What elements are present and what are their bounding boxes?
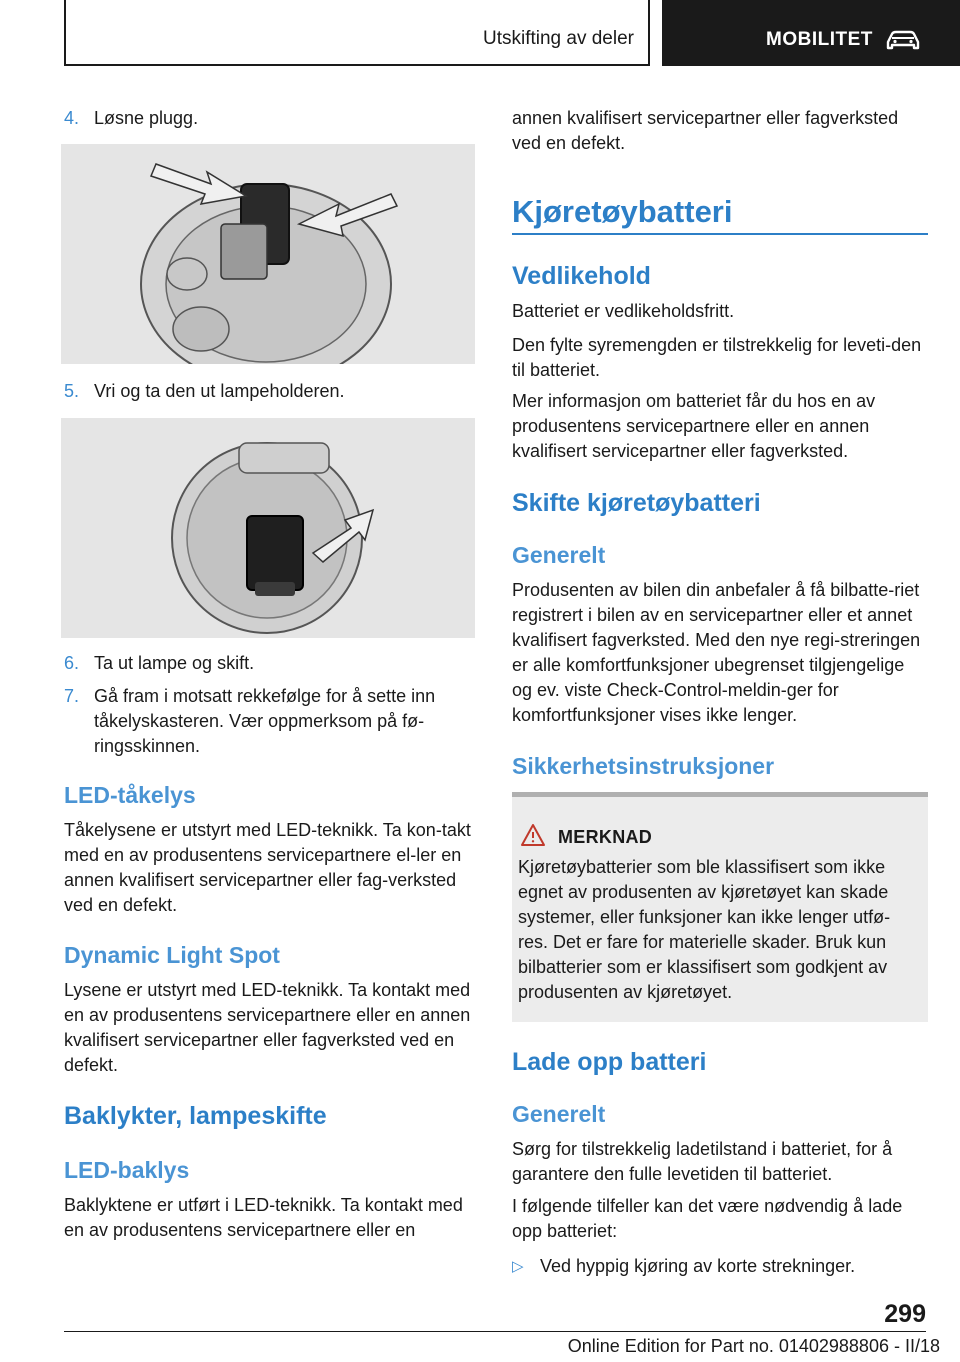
charge-p1: Sørg for tilstrekkelig ladetilstand i batteriet, for å garantere den fulle levetiden til batteriet. — [512, 1139, 893, 1184]
warning-icon — [520, 823, 546, 847]
footer-divider — [64, 1331, 926, 1332]
section-tab — [64, 0, 650, 66]
step-text: Løsne plugg. — [94, 108, 199, 128]
step-number: 6. — [64, 653, 80, 673]
car-icon — [884, 28, 922, 52]
figure-unplug-connector — [61, 144, 475, 364]
maint-p1: Batteriet er vedlikeholdsfritt. — [512, 301, 735, 321]
bullet-text: Ved hyppig kjøring av korte strekninger. — [540, 1256, 856, 1276]
rear-text: Baklyktene er utført i LED-teknikk. Ta kontakt med en av produsentens servicepartnere eller en — [64, 1195, 463, 1240]
heading-battery: Kjøretøybatteri — [512, 194, 733, 229]
chapter-title: MOBILITET — [766, 29, 873, 50]
page-header — [0, 0, 960, 66]
heading-maintenance: Vedlikehold — [512, 262, 651, 290]
dynamic-text: Lysene er utstyrt med LED-teknikk. Ta kontakt med en av produsentens servicepartnere eller en annen kvalifisert servicepartner eller fagverksted ved en defekt. — [64, 980, 471, 1075]
chapter-tab — [662, 0, 960, 66]
step-text: Ta ut lampe og skift. — [94, 653, 255, 673]
heading-replace-battery: Skifte kjøretøybatteri — [512, 489, 761, 517]
triangle-bullet-icon: ▷ — [512, 1258, 524, 1275]
step-number: 5. — [64, 381, 80, 401]
page-number: 299 — [884, 1300, 926, 1328]
notice-title: MERKNAD — [558, 827, 653, 847]
section-title: Utskifting av deler — [482, 28, 634, 49]
charge-p2: I følgende tilfeller kan det være nødvendig å lade opp batteriet: — [512, 1196, 903, 1241]
heading-general-charge: Generelt — [512, 1101, 606, 1127]
edition-text: Online Edition for Part no. 01402988806 - II/18 — [567, 1336, 940, 1356]
figure-remove-holder — [61, 418, 475, 638]
maint-p3: Mer informasjon om batteriet får du hos en av produsentens servicepartnere eller en annen kvalifisert servicepartner eller fagverksted. — [512, 391, 876, 461]
unplug-illustration — [61, 144, 475, 364]
notice-text: Kjøretøybatterier som ble klassifisert som ikke egnet av produsenten av kjøretøyet kan skade systemer, eller funksjoner kan ikke lenger utfø-res. Det er fare for materielle skader. Bruk kun bilbatterier som er klassifisert som godkjent av produsenten av kjøretøyet. — [518, 857, 891, 1002]
led-fog-text: Tåkelysene er utstyrt med LED-teknikk. Ta kon-takt med en av produsentens servicepartnere el-ler en annen kvalifisert servicepartner eller fag-verksted ved en defekt. — [64, 820, 471, 915]
step-number: 4. — [64, 108, 80, 128]
heading-safety: Sikkerhetsinstruksjoner — [512, 753, 775, 779]
replace-text: Produsenten av bilen din anbefaler å få bilbatte-riet registrert i bilen av en servicepartner eller et annet kvalifisert fagverksted. Med den nye regi-streringen er alle komfortfunksjoner ubegrenset tilgjengelige og ev. viste Check-Control-meldin-ger for komfortfunksjoner vises ikke lenger. — [512, 580, 921, 725]
heading-charge-battery: Lade opp batteri — [512, 1048, 707, 1076]
heading-rule — [512, 233, 928, 235]
heading-led-fog: LED-tåkelys — [64, 782, 196, 808]
step-number: 7. — [64, 686, 80, 706]
holder-illustration — [61, 418, 475, 638]
continued-text: annen kvalifisert servicepartner eller fagverksted ved en defekt. — [512, 108, 899, 153]
heading-dynamic-light-spot: Dynamic Light Spot — [64, 942, 280, 968]
heading-general: Generelt — [512, 542, 606, 568]
step-text: Gå fram i motsatt rekkefølge for å sette inn tåkelyskasteren. Vær oppmerksom på fø-ringsskinnen. — [94, 686, 436, 756]
step-text: Vri og ta den ut lampeholderen. — [94, 381, 345, 401]
heading-led-rear: LED-baklys — [64, 1157, 190, 1183]
notice-box — [512, 792, 928, 1022]
maint-p2: Den fylte syremengden er tilstrekkelig for leveti-den til batteriet. — [512, 335, 922, 380]
heading-rear-lights: Baklykter, lampeskifte — [64, 1102, 327, 1130]
